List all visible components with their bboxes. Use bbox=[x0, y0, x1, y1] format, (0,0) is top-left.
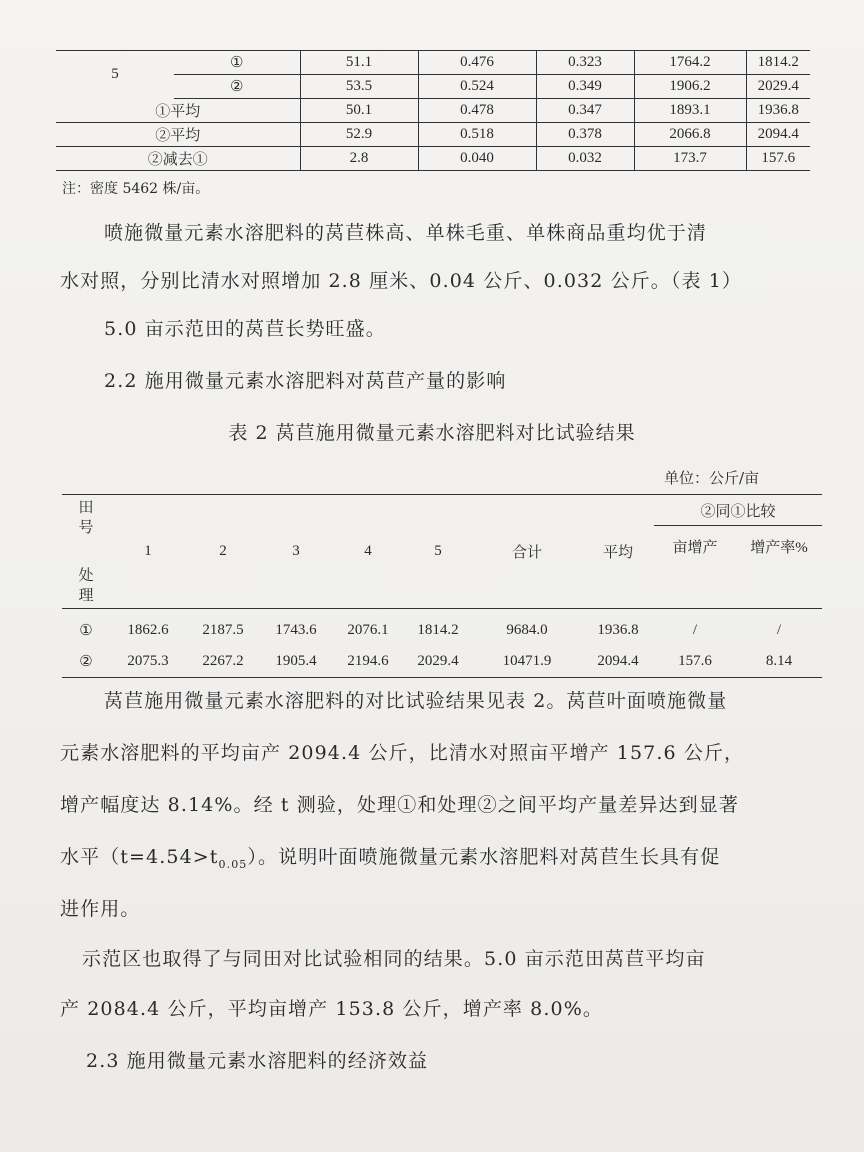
table2-cell: / bbox=[692, 622, 698, 638]
body-text-line: 示范区也取得了与同田对比试验相同的结果。5.0 亩示范田莴苣平均亩 bbox=[82, 948, 706, 970]
table2-cell: 1905.4 bbox=[260, 646, 332, 678]
table1-row-label: ① bbox=[174, 51, 300, 75]
table1-cell: 0.524 bbox=[418, 75, 536, 99]
table2-cell: 10471.9 bbox=[472, 646, 582, 678]
table1-note: 注：密度 5462 株/亩。 bbox=[62, 181, 210, 197]
table1-cell: 0.378 bbox=[536, 123, 634, 147]
table1-cell: 1936.8 bbox=[746, 99, 810, 123]
table1-cell: 1814.2 bbox=[746, 51, 810, 75]
body-text-line: 喷施微量元素水溶肥料的莴苣株高、单株毛重、单株商品重均优于清 bbox=[104, 222, 708, 244]
table1-row bbox=[56, 51, 810, 75]
table2-col-header: 2 bbox=[186, 495, 260, 609]
table2-row-label: ① bbox=[79, 623, 93, 639]
table2 bbox=[62, 494, 822, 678]
body-text-line: 5.0 亩示范田的莴苣长势旺盛。 bbox=[104, 318, 386, 340]
table2-caption: 表 2 莴苣施用微量元素水溶肥料对比试验结果 bbox=[228, 422, 636, 444]
table1-cell: 1893.1 bbox=[634, 99, 746, 123]
table2-col-header: 合计 bbox=[472, 495, 582, 609]
table2-cell: 1936.8 bbox=[597, 622, 639, 638]
field-label-top: 田 bbox=[78, 499, 94, 516]
table2-row-label: ② bbox=[62, 646, 110, 678]
table1-cell: 0.040 bbox=[418, 147, 536, 171]
table2-compare-header: ②同①比较 bbox=[654, 495, 822, 526]
table1-group-cell: 5 bbox=[56, 51, 174, 99]
table1-cell: 53.5 bbox=[300, 75, 418, 99]
table2-col-header: 4 bbox=[332, 495, 404, 609]
table1-cell: 0.349 bbox=[536, 75, 634, 99]
table1-row-label: ②减去① bbox=[56, 147, 300, 171]
table1-cell: 0.347 bbox=[536, 99, 634, 123]
table2-cell: 2187.5 bbox=[202, 622, 244, 638]
treat-label-bottom: 理 bbox=[78, 587, 94, 604]
table1-row bbox=[56, 123, 810, 147]
table1-row bbox=[56, 147, 810, 171]
table1-cell: 157.6 bbox=[746, 147, 810, 171]
table2-col-header: 1 bbox=[110, 495, 186, 609]
text-fragment: 水平（t=4.54>t bbox=[60, 846, 219, 868]
body-text-line: 元素水溶肥料的平均亩产 2094.4 公斤，比清水对照亩平增产 157.6 公斤， bbox=[60, 742, 745, 764]
table2-cell: 2029.4 bbox=[404, 646, 472, 678]
field-label-bottom: 号 bbox=[78, 519, 94, 536]
table2-cell: 2094.4 bbox=[582, 646, 654, 678]
text-fragment: ）。说明叶面喷施微量元素水溶肥料对莴苣生长具有促 bbox=[247, 846, 721, 868]
table2-row bbox=[62, 646, 822, 678]
table2-cell: 8.14 bbox=[736, 646, 822, 678]
table1-row-label: ②平均 bbox=[56, 123, 300, 147]
table1-row-label: ② bbox=[174, 75, 300, 99]
subscript: 0.05 bbox=[218, 857, 248, 871]
table1-cell: 1764.2 bbox=[634, 51, 746, 75]
table1-row bbox=[56, 99, 810, 123]
body-text-line: 莴苣施用微量元素水溶肥料的对比试验结果见表 2。莴苣叶面喷施微量 bbox=[104, 690, 728, 712]
table2-cell: 2075.3 bbox=[110, 646, 186, 678]
table1-cell: 0.032 bbox=[536, 147, 634, 171]
body-text-line: 产 2084.4 公斤，平均亩增产 153.8 公斤，增产率 8.0%。 bbox=[60, 998, 603, 1020]
table2-col-header: 5 bbox=[404, 495, 472, 609]
table1-cell: 173.7 bbox=[634, 147, 746, 171]
table2-subheader: 亩增产 bbox=[654, 526, 736, 609]
table1-cell: 2029.4 bbox=[746, 75, 810, 99]
body-text-line bbox=[60, 842, 720, 871]
body-text-line: 进作用。 bbox=[60, 898, 141, 920]
table1-cell: 51.1 bbox=[300, 51, 418, 75]
table1-cell: 1906.2 bbox=[634, 75, 746, 99]
table2-corner-header bbox=[62, 495, 110, 609]
table2-header-row bbox=[62, 495, 822, 526]
table2-cell: / bbox=[776, 622, 782, 638]
table2-cell: 9684.0 bbox=[506, 622, 548, 638]
table2-row bbox=[62, 609, 822, 647]
table2-subheader: 增产率% bbox=[736, 526, 822, 609]
table2-col-header: 平均 bbox=[582, 495, 654, 609]
table1-cell: 0.518 bbox=[418, 123, 536, 147]
treat-label-top: 处 bbox=[78, 567, 94, 584]
body-text-line: 水对照，分别比清水对照增加 2.8 厘米、0.04 公斤、0.032 公斤。（表 1） bbox=[60, 270, 743, 292]
table1-cell: 50.1 bbox=[300, 99, 418, 123]
table2-cell: 2076.1 bbox=[347, 622, 389, 638]
table2-cell: 1814.2 bbox=[417, 622, 459, 638]
table1-cell: 2094.4 bbox=[746, 123, 810, 147]
table1-cell: 2.8 bbox=[300, 147, 418, 171]
body-text-line: 增产幅度达 8.14%。经 t 测验，处理①和处理②之间平均产量差异达到显著 bbox=[60, 794, 739, 816]
table1-cell: 52.9 bbox=[300, 123, 418, 147]
section-heading: 2.3 施用微量元素水溶肥料的经济效益 bbox=[86, 1050, 429, 1072]
table1 bbox=[56, 50, 810, 171]
table2-unit: 单位：公斤/亩 bbox=[664, 469, 760, 487]
table1-cell: 0.478 bbox=[418, 99, 536, 123]
table2-cell: 2267.2 bbox=[186, 646, 260, 678]
table2-cell: 1862.6 bbox=[127, 622, 169, 638]
table2-cell: 2194.6 bbox=[332, 646, 404, 678]
table1-row-label: ①平均 bbox=[56, 99, 300, 123]
section-heading: 2.2 施用微量元素水溶肥料对莴苣产量的影响 bbox=[104, 370, 507, 392]
table2-col-header: 3 bbox=[260, 495, 332, 609]
table1-cell: 2066.8 bbox=[634, 123, 746, 147]
table2-cell: 157.6 bbox=[654, 646, 736, 678]
table2-cell: 1743.6 bbox=[275, 622, 317, 638]
table1-cell: 0.476 bbox=[418, 51, 536, 75]
table1-cell: 0.323 bbox=[536, 51, 634, 75]
